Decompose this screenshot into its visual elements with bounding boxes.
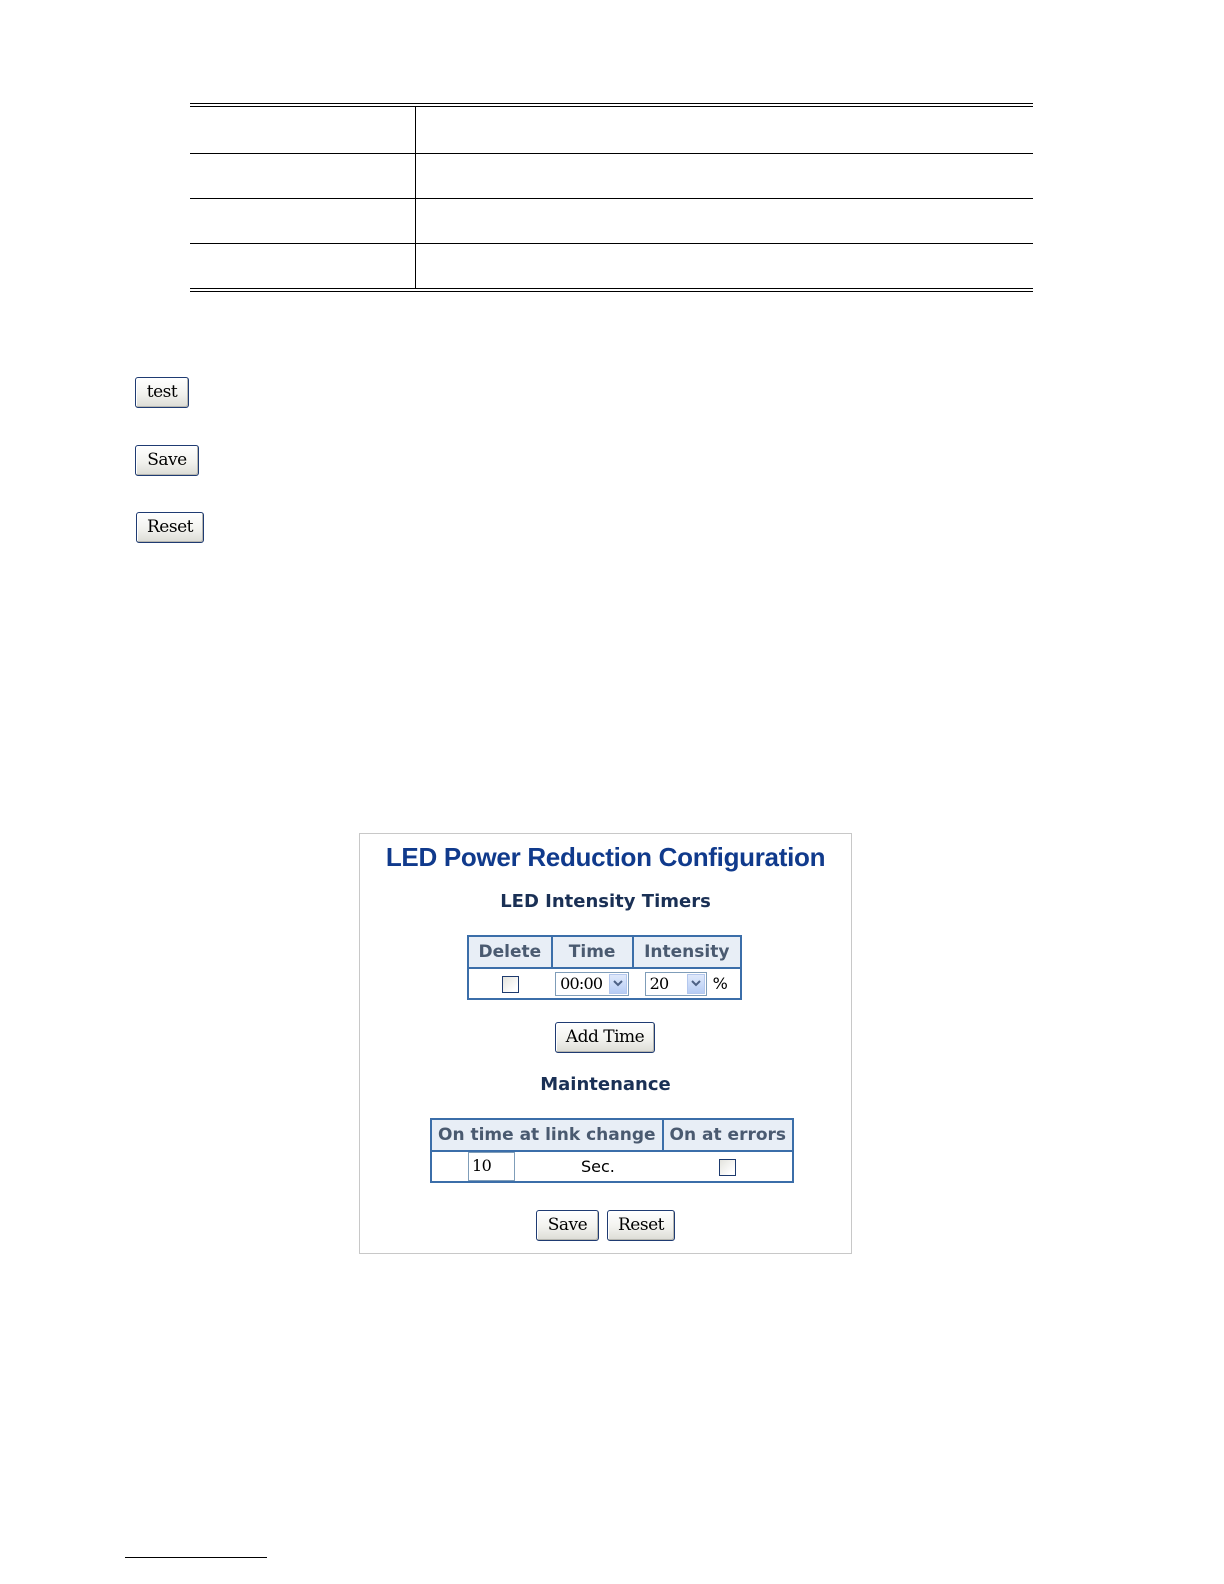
on-time-column-header: On time at link change <box>431 1119 663 1151</box>
table-cell <box>416 199 1034 244</box>
intensity-column-header: Intensity <box>633 936 742 968</box>
table-cell <box>190 244 416 291</box>
led-intensity-timers-table <box>467 935 742 1000</box>
table-cell <box>416 244 1034 291</box>
intensity-unit: % <box>712 974 728 993</box>
table-row <box>190 244 1033 291</box>
on-errors-column-header: On at errors <box>663 1119 793 1151</box>
table-cell <box>190 199 416 244</box>
time-select-value: 00:00 <box>560 974 603 993</box>
seconds-unit: Sec. <box>581 1157 615 1176</box>
chevron-down-icon[interactable] <box>687 974 705 994</box>
table-header-row <box>468 936 741 968</box>
table-header-row <box>431 1119 793 1151</box>
on-errors-checkbox[interactable] <box>719 1159 736 1176</box>
table-cell <box>416 154 1034 199</box>
time-cell <box>552 968 633 999</box>
led-power-reduction-panel <box>359 833 852 1254</box>
on-time-cell <box>431 1151 663 1182</box>
test-button[interactable]: test <box>135 377 189 408</box>
table-row <box>190 199 1033 244</box>
table-row <box>431 1151 793 1182</box>
intensity-select[interactable] <box>645 972 707 996</box>
led-intensity-timers-heading: LED Intensity Timers <box>500 891 711 912</box>
delete-checkbox[interactable] <box>502 976 519 993</box>
page-title: LED Power Reduction Configuration <box>385 842 826 872</box>
maintenance-heading: Maintenance <box>540 1074 671 1095</box>
footnote-separator <box>125 1557 267 1558</box>
chevron-down-icon[interactable] <box>609 974 627 994</box>
table-cell <box>190 105 416 154</box>
table-cell <box>190 154 416 199</box>
reset-button[interactable]: Reset <box>136 512 204 543</box>
time-select[interactable] <box>555 972 629 996</box>
add-time-button[interactable]: Add Time <box>555 1022 655 1053</box>
intensity-select-value: 20 <box>649 974 669 993</box>
time-column-header: Time <box>552 936 633 968</box>
maintenance-table <box>430 1118 794 1183</box>
delete-column-header: Delete <box>468 936 552 968</box>
intensity-cell <box>633 968 742 999</box>
save-button[interactable]: Save <box>135 445 199 476</box>
on-errors-cell <box>663 1151 793 1182</box>
table-row <box>190 105 1033 154</box>
on-time-input[interactable]: 10 <box>468 1152 515 1181</box>
delete-cell <box>468 968 552 999</box>
save-button[interactable]: Save <box>536 1210 599 1241</box>
table-row <box>190 154 1033 199</box>
table-row <box>468 968 741 999</box>
parameter-table <box>190 103 1033 292</box>
reset-button[interactable]: Reset <box>607 1210 675 1241</box>
table-cell <box>416 105 1034 154</box>
